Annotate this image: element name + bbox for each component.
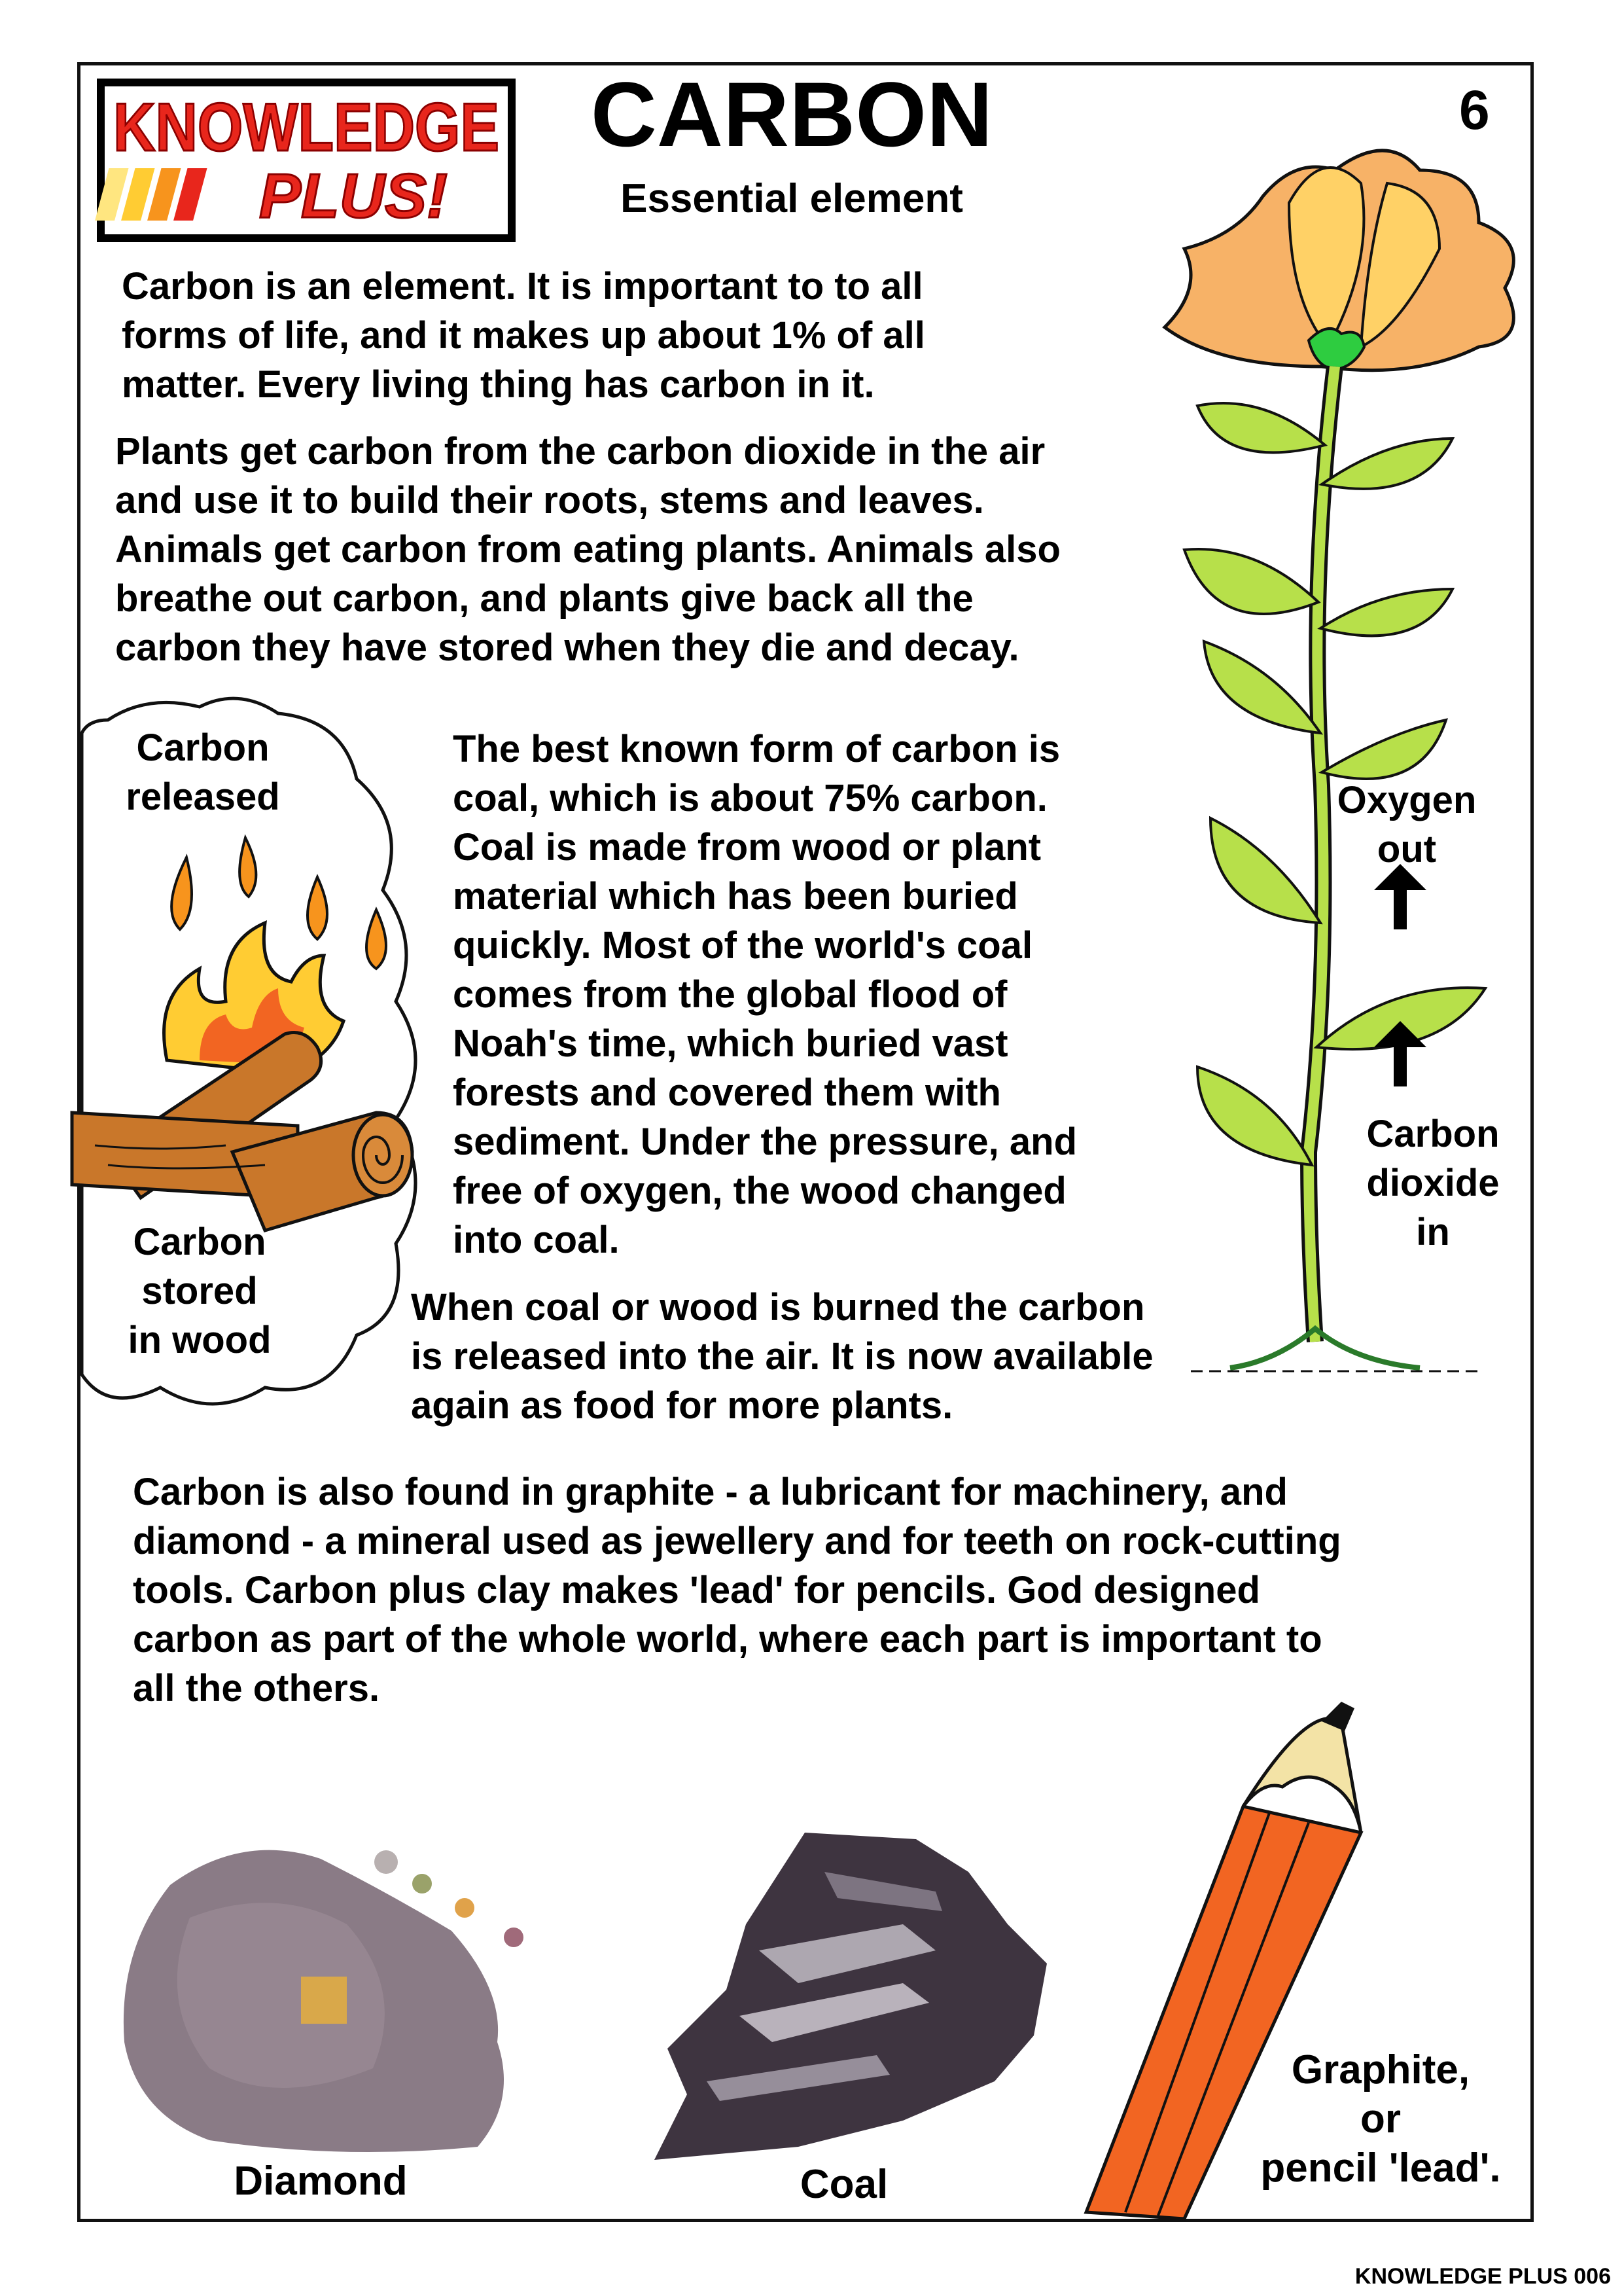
intro-paragraph: Carbon is an element. It is important to to all forms of life, and it makes up about 1% of all matter. Every living thing has carbon in it. xyxy=(122,265,925,406)
carbon-stored-label: Carbon stored in wood xyxy=(128,1221,272,1361)
graphite-caption: Graphite, or pencil 'lead'. xyxy=(1260,2047,1501,2191)
burned-paragraph: When coal or wood is burned the carbon is released into the air. It is now available again as food for more plants. xyxy=(411,1286,1154,1427)
diamond-caption: Diamond xyxy=(234,2159,408,2204)
page-title: CARBON xyxy=(590,63,993,166)
logo-line1: KNOWLEDGE xyxy=(113,90,499,166)
page-number: 6 xyxy=(1459,79,1490,141)
page-subtitle: Essential element xyxy=(620,176,963,221)
carbon-dioxide-in-label: Carbon dioxide in xyxy=(1366,1113,1500,1253)
diamond-crystal xyxy=(301,1977,347,2024)
graphite-paragraph: Carbon is also found in graphite - a lubricant for machinery, and diamond - a mineral used as jewellery and for teeth on rock-cutting tools. Carbon plus clay makes 'lead' for pencils. God designed carbon as part of the whole world, where each part is important to all the others. xyxy=(133,1471,1341,1710)
footer-label: KNOWLEDGE PLUS 006 xyxy=(1354,2264,1611,2289)
oxygen-out-label: Oxygen out xyxy=(1337,779,1477,870)
coal-lump-image xyxy=(628,1820,1099,2166)
plants-paragraph: Plants get carbon from the carbon dioxide in the air and use it to build their roots, stems and leaves. Animals get carbon from eating plants. Animals also breathe out carbon, and plants give back all the carbon they have stored when they die and decay. xyxy=(115,430,1061,669)
coal-paragraph: The best known form of carbon is coal, which is about 75% carbon. Coal is made from wood or plant material which has been buried quickly. Most of the world's coal comes from the global flood of Noah's time, which buried vast forests and covered them with sediment. Under the pressure, and free of oxygen, the wood changed into coal. xyxy=(453,728,1078,1261)
logo-art xyxy=(105,86,508,234)
diamond-rock-image xyxy=(111,1820,517,2166)
up-arrow-icon xyxy=(1374,864,1426,1086)
knowledge-plus-logo xyxy=(97,79,516,242)
flower-icon xyxy=(1165,151,1513,370)
coal-caption: Coal xyxy=(800,2162,889,2207)
logo-line2: PLUS! xyxy=(259,161,448,231)
carbon-released-label: Carbon released xyxy=(126,726,280,818)
